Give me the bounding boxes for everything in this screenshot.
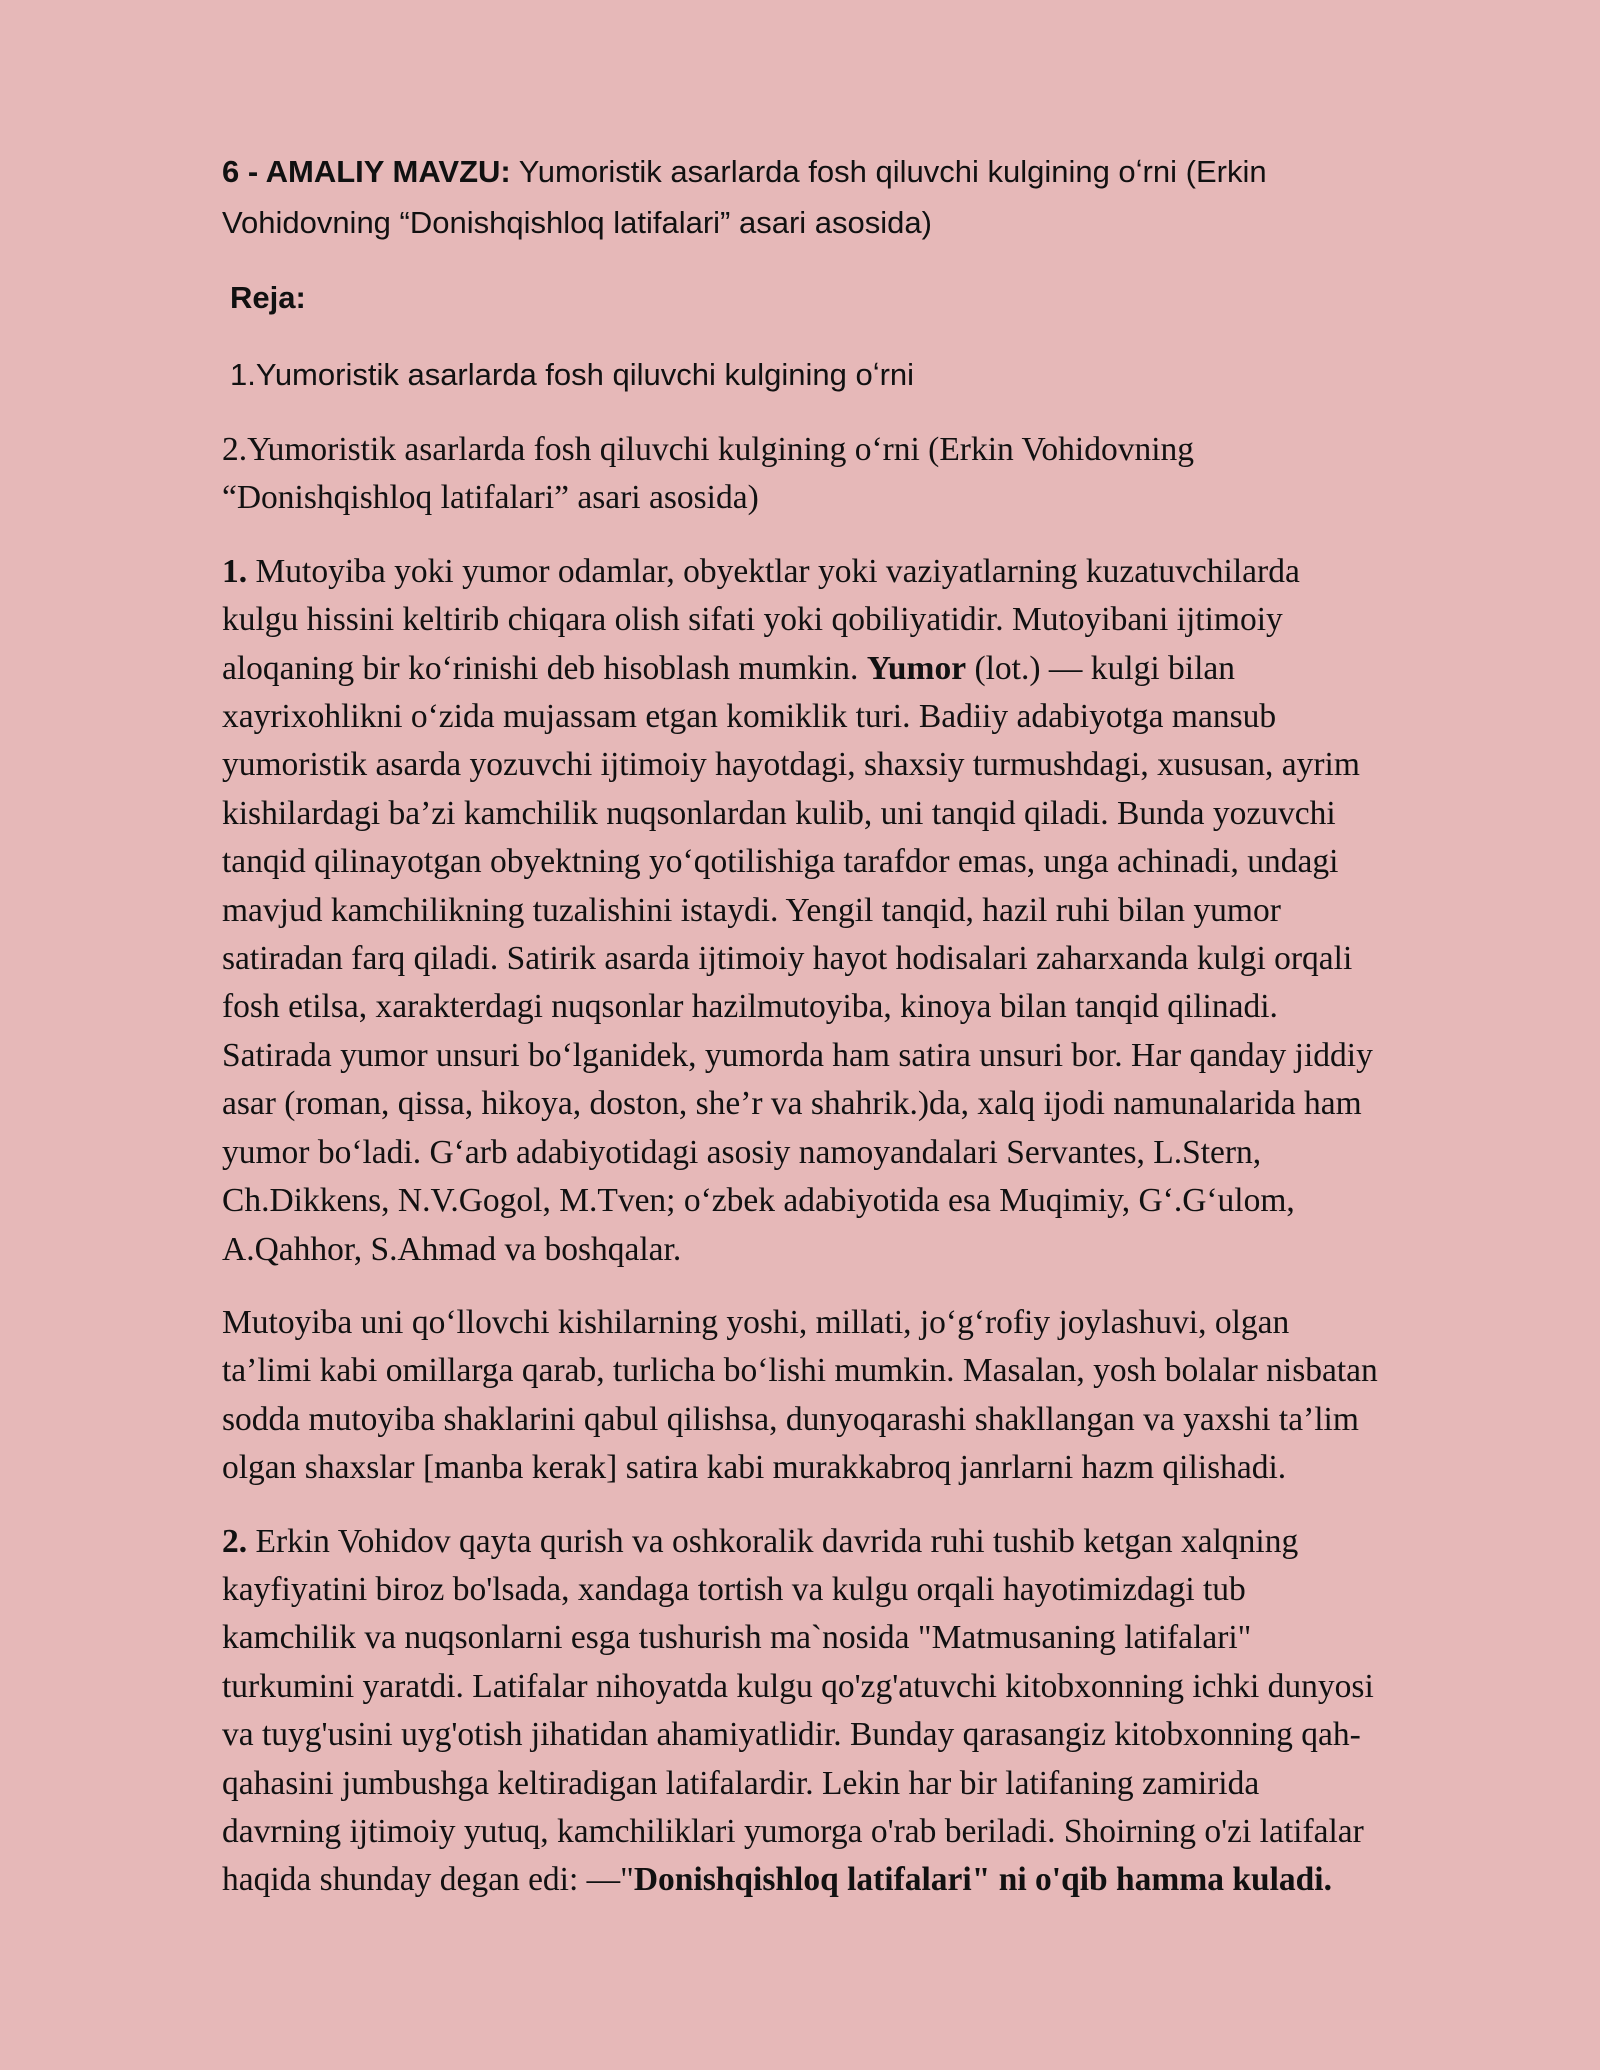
topic-heading — [222, 146, 1502, 248]
topic-label: 6 - AMALIY MAVZU: — [222, 154, 511, 189]
paragraph-line: tanqid qilinayotgan obyektning yoʻqotilishiga tarafdor emas, unga achinadi, undagi — [222, 843, 1339, 881]
plan-item-2-line-2: “Donishqishloq latifalari” asari asosida) — [222, 479, 759, 517]
paragraph-line: olgan shaxslar [manba kerak] satira kabi murakkabroq janrlarni hazm qilishadi. — [222, 1449, 1287, 1487]
quote-bold: Donishqishloq latifalari" ni o'qib hamma kuladi. — [633, 1861, 1332, 1899]
paragraph-line: kayfiyatini biroz bo'lsada, xandaga tortish va kulgu orqali hayotimizdagi tub — [222, 1570, 1246, 1608]
paragraph-line: kamchilik va nuqsonlarni esga tushurish ma`nosida "Matmusaning latifalari" — [222, 1619, 1252, 1657]
paragraph-line: turkumini yaratdi. Latifalar nihoyatda kulgu qo'zg'atuvchi kitobxonning ichki dunyosi — [222, 1667, 1374, 1705]
text-span: haqida shunday degan edi: —" — [222, 1861, 634, 1899]
topic-text: Yumoristik asarlarda fosh qiluvchi kulgining oʻrni (Erkin — [510, 154, 1267, 189]
document-page — [222, 146, 1502, 1905]
paragraph-line: qahasini jumbushga keltiradigan latifalardir. Lekin har bir latifaning zamirida — [222, 1764, 1260, 1802]
paragraph-line: kulgu hissini keltirib chiqara olish sifati yoki qobiliyatidir. Mutoyibani ijtimoiy — [222, 601, 1283, 639]
paragraph-line: xayrixohlikni oʻzida mujassam etgan komiklik turi. Badiiy adabiyotga mansub — [222, 698, 1277, 736]
plan-heading: Reja: — [230, 280, 306, 315]
section-2-paragraph — [222, 1518, 1502, 1905]
paragraph-line: mavjud kamchilikning tuzalishini istaydi. Yengil tanqid, hazil ruhi bilan yumor — [222, 891, 1281, 929]
paragraph-line: satiradan farq qiladi. Satirik asarda ijtimoiy hayot hodisalari zaharxanda kulgi orqali — [222, 940, 1353, 978]
paragraph-line: asar (roman, qissa, hikoya, doston, she’r va shahrik.)da, xalq ijodi namunalarida ham — [222, 1085, 1362, 1123]
section-1-paragraph — [222, 548, 1502, 1274]
text-span: Erkin Vohidov qayta qurish va oshkoralik davrida ruhi tushib ketgan xalqning — [247, 1522, 1299, 1560]
text-span: (lot.) — kulgi bilan — [966, 649, 1235, 687]
paragraph-line: sodda mutoyiba shaklarini qabul qilishsa, dunyoqarashi shakllangan va yaxshi ta’lim — [222, 1400, 1359, 1438]
paragraph-line: A.Qahhor, S.Ahmad va boshqalar. — [222, 1230, 682, 1268]
paragraph-line: yumor boʻladi. Gʻarb adabiyotidagi asosiy namoyandalari Servantes, L.Stern, — [222, 1133, 1262, 1171]
paragraph-line: Ch.Dikkens, N.V.Gogol, M.Tven; oʻzbek adabiyotida esa Muqimiy, Gʻ.Gʻulom, — [222, 1182, 1295, 1220]
paragraph-line: kishilardagi ba’zi kamchilik nuqsonlardan kulib, uni tanqid qiladi. Bunda yozuvchi — [222, 794, 1336, 832]
paragraph-line: Mutoyiba uni qoʻllovchi kishilarning yoshi, millati, joʻgʻrofiy joylashuvi, olgan — [222, 1303, 1290, 1341]
paragraph-line: fosh etilsa, xarakterdagi nuqsonlar hazilmutoyiba, kinoya bilan tanqid qilinadi. — [222, 988, 1278, 1026]
paragraph-line: va tuyg'usini uyg'otish jihatidan ahamiyatlidir. Bunday qarasangiz kitobxonning qah- — [222, 1716, 1361, 1754]
section-number: 2. — [222, 1522, 248, 1560]
mutoyiba-paragraph — [222, 1299, 1502, 1493]
paragraph-line: Satirada yumor unsuri boʻlganidek, yumorda ham satira unsuri bor. Har qanday jiddiy — [222, 1036, 1373, 1074]
paragraph-line — [222, 548, 1502, 596]
section-number: 1. — [222, 552, 248, 590]
term-yumor: Yumor — [866, 649, 967, 687]
paragraph-line — [222, 1856, 1502, 1904]
text-span: aloqaning bir koʻrinishi deb hisoblash mumkin. — [222, 649, 867, 687]
topic-heading-line-1 — [222, 146, 1502, 197]
paragraph-line — [222, 1518, 1502, 1566]
plan-item-1: 1.Yumoristik asarlarda fosh qiluvchi kulgining oʻrni — [230, 357, 915, 392]
topic-heading-line-2: Vohidovning “Donishqishloq latifalari” asari asosida) — [222, 205, 932, 240]
paragraph-line: ta’limi kabi omillarga qarab, turlicha boʻlishi mumkin. Masalan, yosh bolalar nisbatan — [222, 1352, 1378, 1390]
paragraph-line: yumoristik asarda yozuvchi ijtimoiy hayotdagi, shaxsiy turmushdagi, xususan, ayrim — [222, 746, 1360, 784]
paragraph-line — [222, 645, 1502, 693]
text-span: Mutoyiba yoki yumor odamlar, obyektlar yoki vaziyatlarning kuzatuvchilarda — [247, 552, 1300, 590]
plan-item-2 — [222, 426, 1502, 523]
plan-item-2-line-1: 2.Yumoristik asarlarda fosh qiluvchi kulgining oʻrni (Erkin Vohidovning — [222, 431, 1195, 468]
paragraph-line: davrning ijtimoiy yutuq, kamchiliklari yumorga o'rab beriladi. Shoirning o'zi latifalar — [222, 1812, 1364, 1850]
